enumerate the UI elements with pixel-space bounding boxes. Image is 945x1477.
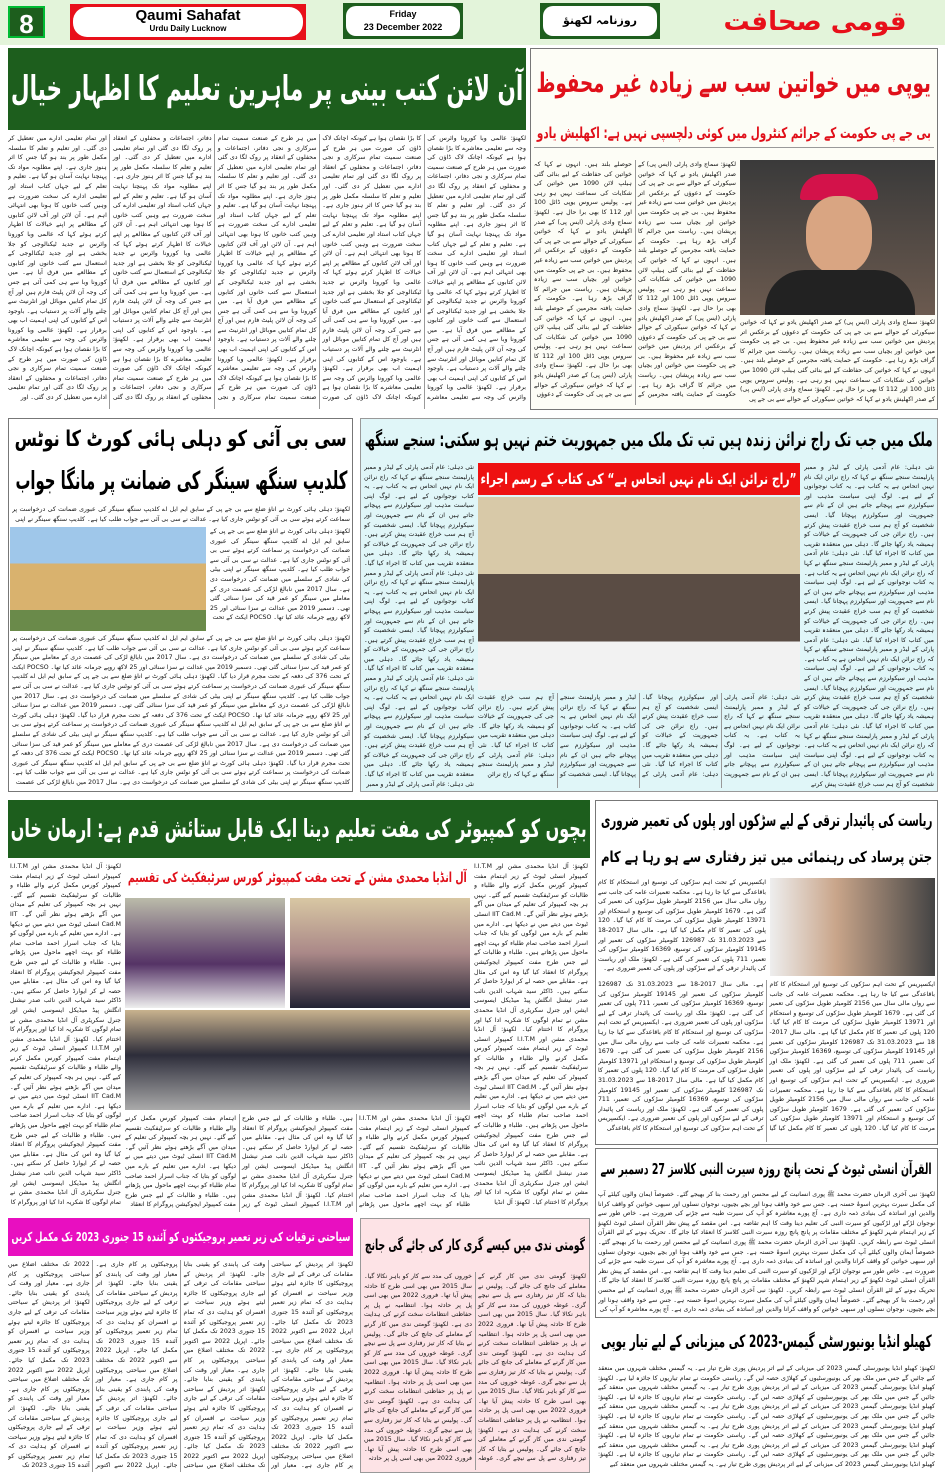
roznama-label: روزنامہ لکھنؤ (543, 6, 657, 36)
akhilesh-photo (740, 160, 935, 315)
subhead-akhilesh: بی جے پی حکومت کے جرائم کنٹرول میں کوئی دلچسپی نہیں ہے: اکھلیش یادو (537, 123, 931, 142)
headline-cbi-1: سی بی آئی کو دہلی ہائی کورٹ کا نوٹس (14, 427, 348, 452)
brand-subtitle: Urdu Daily Lucknow (149, 24, 227, 33)
event-photo-3 (125, 1010, 470, 1110)
book-launch-photo (478, 497, 800, 690)
article-body-computer-left: لکھنؤ: آل انڈیا محمدی مشن اور I.I.T.M کمپیوٹر انسٹی ٹیوٹ کے زیر اہتمام مفت کمپیوٹر کورس مکمل کرنے والے طلباء و طالبات کو سرٹیفکیٹ تقسیم کیے گئے۔ نہیں ہر بچہ کمپیوٹر کی تعلیم کے میدان میں آگے بڑھتے ہوئے نظر آئیں گے۔ IIT Cad.M انسٹی ٹیوٹ میں دیتے میں نے دیکھا ہے۔ ادارے میں تعلیم کے بارے میں لوگوں کو بتایا کہ جناب اسرار احمد صاحب تمام طلباء کو بہت اچھے ماحول میں پڑھاتے ہیں۔ طلباء و طالبات کے لیے جس طرح مفت کمپیوٹر ایجوکیشن پروگرام کا انعقاد کیا گیا وہ اس کی مثال ہے۔ مقابلے میں حصہ لے کر ایوارڈ حاصل کر سکتے ہیں۔ ڈاکٹر سید شہاب الدین نائب صدر نیشنل انگلش پیڈ میڈیکل ایسوسی ایشن اور جنرل سکریٹری آل انڈیا محمدی مشن نے تمام لوگوں کا شکریہ ادا کیا اور پروگرام کا اختتام کیا۔ لکھنؤ: آل انڈیا محمدی مشن اور I.I.T.M کمپیوٹر انسٹی ٹیوٹ کے زیر اہتمام مفت کمپیوٹر کورس مکمل کرنے والے طلباء و طالبات کو سرٹیفکیٹ تقسیم کیے گئے۔ نہیں ہر بچہ کمپیوٹر کی تعلیم کے میدان میں آگے بڑھتے ہوئے نظر آئیں گے۔ IIT Cad.M انسٹی ٹیوٹ میں دیتے میں نے دیکھا ہے۔ ادارے میں تعلیم کے بارے میں لوگوں کو بتایا کہ جناب اسرار احمد صاحب تمام طلباء کو بہت اچھے ماحول میں پڑھاتے ہیں۔ طلباء و طالبات کے لیے جس طرح مفت کمپیوٹر ایجوکیشن پروگرام کا انعقاد کیا گیا وہ اس کی مثال ہے۔ مقابلے میں حصہ لے کر ایوارڈ حاصل کر سکتے ہیں۔ ڈاکٹر سید شہاب الدین نائب صدر نیشنل انگلش پیڈ میڈیکل ایسوسی ایشن اور جنرل سکریٹری آل انڈیا محمدی مشن نے تمام لوگوں کا شکریہ ادا کیا اور پروگرام کا (10, 863, 121, 1206)
day: Friday (389, 9, 417, 19)
article-body-rajnarain-left: نئی دہلی: عام آدمی پارٹی کے لیڈر و ممبر پارلیمنٹ سنجے سنگھ نے کہا کہ راج نرائن ایک نام نہیں اتحاس ہے یہ کتاب ہے۔ یہ کتاب نوجوانوں کے لیے ہے۔ لوگ اپنی سیاست مذہب اور سیکولرزم سے پہچانے جاتے ہیں ان کے نام سے جمہوریت اور سیکولرزم پہچانا گیا۔ ایسی شخصیت کو آج ہم سب خراج عقیدت پیش کرتے ہیں۔ راج نرائن جی کی جمہوریت کے خیالات کو ہمیشہ یاد رکھا جائے گا۔ دہلی میں منعقدہ تقریب میں کتاب کا اجراء کیا گیا۔ نئی دہلی: عام آدمی پارٹی کے لیڈر و ممبر پارلیمنٹ سنجے سنگھ نے کہا کہ راج نرائن ایک نام نہیں اتحاس ہے یہ کتاب ہے۔ یہ کتاب نوجوانوں کے لیے ہے۔ لوگ اپنی سیاست مذہب اور سیکولرزم سے پہچانے جاتے ہیں ان کے نام سے جمہوریت اور سیکولرزم پہچانا گیا۔ ایسی شخصیت کو آج ہم سب خراج عقیدت پیش کرتے ہیں۔ راج نرائن جی کی جمہوریت کے خیالات کو ہمیشہ یاد رکھا جائے گا۔ دہلی میں منعقدہ تقریب میں کتاب کا اجراء کیا گیا۔ نئی دہلی: عام آدمی پارٹی کے لیڈر و ممبر پارلیمنٹ سنجے سنگھ نے کہا کہ راج نرائن ایک نام نہیں اتحاس ہے یہ کتاب ہے۔ یہ کتاب نوجوانوں کے لیے ہے۔ لوگ اپنی سیاست مذہب اور سیکولرزم سے پہچانے جاتے ہیں ان کے نام سے جمہوریت اور سیکولرزم پہچانا گیا۔ ایسی شخصیت کو آج ہم سب خراج عقیدت پیش کرتے ہیں۔ راج نرائن جی کی جمہوریت کے خیالات کو ہمیشہ یاد رکھا جائے گا۔ دہلی میں منعقدہ تقریب میں کتاب کا اجراء کیا گیا۔ نئی دہلی: عام آدمی پارٹی کے لیڈر و ممبر (364, 464, 474, 788)
headline-gomti-box (362, 1222, 588, 1268)
brand-name: Qaumi Sahafat (135, 7, 241, 24)
event-photo-2 (290, 898, 470, 1008)
event-photo-1 (125, 898, 285, 1008)
subhead-computer: آل انڈیا محمدی مشن کے تحت مفت کمپیوٹر کورس سرٹیفکیٹ کی تقسیم (128, 870, 467, 886)
headline-roads-1: ریاست کی پائیدار ترقی کے لیے سڑکوں اور پلوں کی تعمیر ضروری (600, 811, 933, 831)
headline-roads-1-box (598, 802, 935, 840)
headline-online-books-box (8, 48, 526, 130)
banner-book-launch-box (478, 463, 800, 495)
headline-cbi-2-box (12, 460, 350, 502)
article-body-khelo-india: لکھنؤ: کھیلو انڈیا یونیورسٹی گیمس 2023 کی میزبانی کے لیے اتر پردیش پوری طرح تیار ہے۔ یہ گیمس مختلف شہروں میں منعقد کیے جائیں گے جس میں ملک بھر کی یونیورسٹیوں کے کھلاڑی حصہ لیں گے۔ ریاستی حکومت نے تمام تیاریوں کا جائزہ لیا ہے۔ لکھنؤ: کھیلو انڈیا یونیورسٹی گیمس 2023 کی میزبانی کے لیے اتر پردیش پوری طرح تیار ہے۔ یہ گیمس مختلف شہروں میں منعقد کیے جائیں گے جس میں ملک بھر کی یونیورسٹیوں کے کھلاڑی حصہ لیں گے۔ ریاستی حکومت نے تمام تیاریوں کا جائزہ لیا ہے۔ لکھنؤ: کھیلو انڈیا یونیورسٹی گیمس 2023 کی میزبانی کے لیے اتر پردیش پوری طرح تیار ہے۔ یہ گیمس مختلف شہروں میں منعقد کیے جائیں گے جس میں ملک بھر کی یونیورسٹیوں کے کھلاڑی حصہ لیں گے۔ ریاستی حکومت نے تمام تیاریوں کا جائزہ لیا ہے۔ لکھنؤ: کھیلو انڈیا یونیورسٹی گیمس 2023 کی میزبانی کے لیے اتر پردیش پوری طرح تیار ہے۔ یہ گیمس مختلف شہروں میں منعقد کیے جائیں گے جس میں ملک بھر کی یونیورسٹیوں کے کھلاڑی حصہ لیں گے۔ ریاستی حکومت نے تمام تیاریوں کا جائزہ لیا ہے۔ لکھنؤ: کھیلو انڈیا یونیورسٹی گیمس 2023 کی میزبانی کے لیے اتر پردیش پوری طرح تیار ہے۔ یہ گیمس مختلف شہروں میں منعقد کیے جائیں گے جس میں ملک بھر کی یونیورسٹیوں کے کھلاڑی حصہ لیں گے۔ ریاستی حکومت نے تمام تیاریوں کا جائزہ لیا ہے۔ لکھنؤ: کھیلو انڈیا یونیورسٹی گیمس 2023 کی میزبانی کے لیے اتر پردیش پوری طرح تیار ہے۔ یہ گیمس مختلف شہروں میں منعقد کیے (598, 1365, 935, 1468)
headline-roads-2-box (598, 840, 935, 874)
headline-cbi-1-box (12, 420, 350, 460)
headline-cbi-2: کلدیپ سنگھ سینگر کی ضمانت پر مانگا جواب (15, 466, 347, 495)
headline-rajnarain-box (362, 420, 936, 460)
roznama-box (540, 3, 660, 39)
high-court-photo (10, 527, 206, 631)
headline-akhilesh-box (534, 52, 934, 116)
article-body-akhilesh-2: لکھنؤ: سماج وادی پارٹی (ایس پی) کے صدر اکھلیش یادو نے کہا کہ خواتین سیکورٹی کے حوالے سے بی جے پی کی حکومت کے دعوؤں کے برعکس اتر پردیش میں خواتین سب سے زیادہ غیر محفوظ ہیں۔ بی جے پی حکومت میں خواتین اور بچیاں سب سے زیادہ پریشان ہیں۔ ریاست میں جرائم کا گراف بڑھ رہا ہے۔ حکومت کے حمایت یافتہ مجرمین کے حوصلے بلند ہیں۔ انہوں نے کہا کہ خواتین کی حفاظت کے لیے بنائی گئی ہیلپ لائن 1090 میں خواتین کی شکایات کی سماعت نہیں ہو رہی ہے۔ پولیس سروس یوپی ڈائل 100 اور 112 کا بھی برا حال ہے۔ لکھنؤ: سماج وادی پارٹی (ایس پی) کے صدر اکھلیش یادو نے کہا کہ خواتین سیکورٹی کے حوالے سے بی جے پی (740, 319, 935, 403)
article-body-online-books: لکھنؤ: عالمی وبا کورونا وائرس کی وجہ سے تعلیمی معاشرے کا بڑا نقصان ہوا ہے کیونکہ اچانک لاک ڈاؤن کی صورت میں ہر طرح کے صنعت سمیت تمام سرکاری و نجی دفاتر، اجتماعات و محفلوں کے انعقاد پر روک لگا دی گئی اور تمام تعلیمی ادارے میں تعطیل کر دی گئی۔ اور تعلیم و تعلم کا سلسلہ مکمل طور پر بند ہو گیا جس کا اثر ہنوز جاری ہے۔ اپنے مطلوبہ مواد تک پہنچنا نہایت آسان ہو گیا ہے۔ تعلیم و تعلم کے لیے جہاں کتاب استاد اور تعلیمی ادارے کی سخت ضرورت ہے وہیں کتب خانوں کا ہونا بھی انتہائی اہم ہے۔ آن لائن اور آف لائن کتابوں کے مطالعے پر اپنے خیالات کا اظہار کرتے ہوئے کہا کہ عالمی وبا کورونا وائرس نے جدید ٹیکنالوجی کو جلا بخشی ہے اور جدید ٹیکنالوجی کے استعمال سے کتب خانوں اور کتابوں کے مطالعے میں فرق آیا ہے۔ میں کورونا وبا سے ہی کمی آئی ہے جس کی وجہ آن لائن پلیٹ فارم ہیں اور آج کل تمام کتابیں موبائل اور انٹرنیٹ سے چلنے والے آلات پر دستیاب ہے۔ باوجود اس کے کتابوں کی اپنی اہمیت اب بھی برقرار ہے۔ لکھنؤ: عالمی وبا کورونا وائرس کی وجہ سے تعلیمی معاشرے کا بڑا نقصان ہوا ہے کیونکہ اچانک لاک ڈاؤن کی صورت میں ہر طرح کے صنعت سمیت تمام سرکاری و نجی دفاتر، اجتماعات و محفلوں کے انعقاد پر روک لگا دی گئی اور تمام تعلیمی ادارے میں تعطیل کر دی گئی۔ اور تعلیم و تعلم کا سلسلہ مکمل طور پر بند ہو گیا جس کا اثر ہنوز جاری ہے۔ اپنے مطلوبہ مواد تک پہنچنا نہایت آسان ہو گیا ہے۔ تعلیم و تعلم کے لیے جہاں کتاب استاد اور تعلیمی ادارے کی سخت ضرورت ہے وہیں کتب خانوں کا ہونا بھی انتہائی اہم ہے۔ آن لائن اور آف لائن کتابوں کے مطالعے پر اپنے خیالات کا اظہار کرتے ہوئے کہا کہ عالمی وبا کورونا وائرس نے جدید ٹیکنالوجی کو جلا بخشی ہے اور جدید ٹیکنالوجی کے استعمال سے کتب خانوں اور کتابوں کے مطالعے میں فرق آیا ہے۔ میں کورونا وبا سے ہی کمی آئی ہے جس کی وجہ آن لائن پلیٹ فارم ہیں اور آج کل تمام کتابیں موبائل اور انٹرنیٹ سے چلنے والے آلات پر دستیاب ہے۔ باوجود اس کے کتابوں کی اپنی اہمیت اب بھی برقرار ہے۔ لکھنؤ: عالمی وبا کورونا وائرس کی وجہ سے تعلیمی معاشرے کا بڑا نقصان ہوا ہے کیونکہ اچانک لاک ڈاؤن کی صورت میں ہر طرح کے صنعت سمیت تمام سرکاری و نجی دفاتر، اجتماعات و محفلوں کے انعقاد پر روک لگا دی گئی اور تمام تعلیمی ادارے میں تعطیل کر دی گئی۔ اور تعلیم و تعلم کا سلسلہ مکمل طور پر بند ہو گیا جس کا اثر ہنوز جاری ہے۔ اپنے مطلوبہ مواد تک پہنچنا نہایت آسان ہو گیا ہے۔ تعلیم و تعلم کے لیے جہاں کتاب استاد اور تعلیمی ادارے کی سخت ضرورت ہے وہیں کتب خانوں کا ہونا بھی انتہائی اہم ہے۔ آن لائن اور آف لائن کتابوں کے مطالعے پر اپنے خیالات کا اظہار کرتے ہوئے کہا کہ عالمی وبا کورونا وائرس نے جدید ٹیکنالوجی کو جلا بخشی ہے اور جدید ٹیکنالوجی کے استعمال سے کتب خانوں اور کتابوں کے مطالعے میں فرق آیا ہے۔ میں کورونا وبا سے ہی کمی آئی ہے جس کی وجہ آن لائن پلیٹ فارم ہیں اور آج کل تمام کتابیں موبائل اور انٹرنیٹ سے چلنے والے آلات پر دستیاب ہے۔ باوجود اس کے کتابوں کی اپنی اہمیت اب بھی برقرار ہے۔ لکھنؤ: عالمی وبا کورونا وائرس کی وجہ سے تعلیمی معاشرے کا بڑا نقصان ہوا ہے کیونکہ اچانک لاک ڈاؤن کی صورت میں ہر طرح کے صنعت سمیت تمام سرکاری و نجی دفاتر، اجتماعات و محفلوں کے انعقاد پر روک لگا دی گئی اور تمام تعلیمی ادارے میں تعطیل کر دی گئی۔ اور تعلیم و تعلم کا سلسلہ مکمل طور پر بند ہو گیا جس کا اثر ہنوز جاری ہے۔ اپنے مطلوبہ مواد تک پہنچنا نہایت آسان ہو گیا ہے۔ تعلیم و تعلم کے لیے جہاں کتاب استاد اور تعلیمی ادارے کی سخت ضرورت ہے وہیں کتب خانوں کا ہونا بھی انتہائی اہم ہے۔ آن لائن اور آف لائن کتابوں کے مطالعے پر اپنے خیالات کا اظہار کرتے ہوئے کہا کہ عالمی وبا کورونا وائرس نے جدید ٹیکنالوجی کو جلا بخشی ہے اور جدید ٹیکنالوجی کے استعمال سے کتب خانوں اور کتابوں کے مطالعے میں فرق آیا ہے۔ میں کورونا وبا سے ہی کمی آئی ہے جس کی وجہ آن لائن پلیٹ فارم ہیں اور آج کل تمام کتابیں موبائل اور انٹرنیٹ سے چلنے والے آلات پر دستیاب ہے۔ باوجود اس کے کتابوں کی اپنی اہمیت اب بھی برقرار ہے۔ لکھنؤ: عالمی وبا کورونا وائرس کی وجہ سے تعلیمی معاشرے کا بڑا نقصان ہوا ہے کیونکہ اچانک لاک ڈاؤن کی صورت میں ہر طرح کے صنعت سمیت تمام سرکاری و نجی دفاتر، اجتماعات و محفلوں کے انعقاد پر روک لگا دی گئی اور تمام تعلیمی ادارے میں تعطیل کر دی گئی۔ اور تعلیم و تعلم کا سلسلہ مکمل طور پر بند ہو گیا جس کا اثر ہنوز جاری ہے۔ اپنے مطلوبہ مواد تک پہنچنا نہایت آسان ہو گیا ہے۔ تعلیم و تعلم کے لیے جہاں کتاب استاد اور تعلیمی ادارے کی سخت ضرورت ہے وہیں کتب خانوں کا ہونا بھی انتہائی اہم ہے۔ آن لائن اور آف لائن کتابوں کے مطالعے پر اپنے خیالات کا اظہار کرتے ہوئے کہا کہ عالمی وبا کورونا وائرس نے جدید ٹیکنالوجی کو جلا بخشی ہے اور جدید ٹیکنالوجی کے استعمال سے کتب خانوں اور کتابوں کے مطالعے میں فرق آیا ہے۔ میں کورونا وبا سے ہی کمی آئی ہے جس کی وجہ آن لائن پلیٹ فارم ہیں اور آج کل تمام کتابیں موبائل اور انٹرنیٹ سے چلنے والے آلات پر دستیاب ہے۔ باوجود اس کے کتابوں کی اپنی اہمیت اب بھی برقرار ہے۔ لکھنؤ: عالمی وبا کورونا وائرس کی وجہ سے تعلیمی معاشرے کا بڑا نقصان ہوا ہے کیونکہ اچانک لاک ڈاؤن کی صورت میں ہر طرح کے صنعت سمیت تمام سرکاری و نجی دفاتر، اجتماعات و محفلوں کے انعقاد پر روک لگا دی گئی اور تمام تعلیمی ادارے میں تعطیل کر دی گئی۔ اور (8, 135, 526, 402)
headline-khelo-india-box (598, 1322, 935, 1362)
masthead-urdu: قومی صحافت (723, 7, 907, 37)
headline-seerat: القرآن انسٹی ٹیوٹ کے تحت پانچ روزہ سیرت النبی کلاسز 27 دسمبر سے (600, 1160, 933, 1178)
article-body-gomti: لکھنؤ: گومتی ندی میں کار گرنے کے معاملے کی جانچ کی جائے گی۔ پولیس نے بتایا کہ کار تیز رفتاری سے پل سے نیچے گری۔ غوطہ خوروں کی مدد سے کار کو باہر نکالا گیا۔ سال 2015 میں بھی اسی طرح کا حادثہ پیش آیا تھا۔ فروری 2022 میں بھی اسی پل پر حادثہ ہوا۔ انتظامیہ نے پل پر حفاظتی انتظامات سخت کرنے کی ہدایت دی ہے۔ لکھنؤ: گومتی ندی میں کار گرنے کے معاملے کی جانچ کی جائے گی۔ پولیس نے بتایا کہ کار تیز رفتاری سے پل سے نیچے گری۔ غوطہ خوروں کی مدد سے کار کو باہر نکالا گیا۔ سال 2015 میں بھی اسی طرح کا حادثہ پیش آیا تھا۔ فروری 2022 میں بھی اسی پل پر حادثہ ہوا۔ انتظامیہ نے پل پر حفاظتی انتظامات سخت کرنے کی ہدایت دی ہے۔ لکھنؤ: گومتی ندی میں کار گرنے کے معاملے کی جانچ کی جائے گی۔ پولیس نے بتایا کہ کار تیز رفتاری سے پل سے نیچے گری۔ غوطہ خوروں کی مدد سے کار کو باہر نکالا گیا۔ سال 2015 میں بھی اسی طرح کا حادثہ پیش آیا تھا۔ فروری 2022 میں بھی اسی پل پر حادثہ ہوا۔ انتظامیہ نے پل پر حفاظتی انتظامات سخت کرنے کی ہدایت دی ہے۔ لکھنؤ: گومتی ندی میں کار گرنے کے معاملے کی جانچ کی جائے گی۔ پولیس نے بتایا کہ کار تیز رفتاری سے پل سے نیچے گری۔ غوطہ خوروں کی مدد سے کار کو باہر نکالا گیا۔ سال 2015 میں بھی اسی طرح کا حادثہ پیش آیا تھا۔ فروری 2022 میں بھی اسی پل پر حادثہ ہوا۔ انتظامیہ نے پل پر حفاظتی انتظامات سخت کرنے کی ہدایت دی ہے۔ لکھنؤ: گومتی ندی میں کار گرنے کے معاملے کی جانچ کی جائے گی۔ پولیس نے بتایا کہ کار تیز رفتاری سے پل سے نیچے گری۔ غوطہ خوروں کی مدد سے کار کو باہر نکالا گیا۔ سال 2015 میں بھی اسی طرح کا حادثہ پیش آیا تھا۔ فروری 2022 میں بھی اسی پل پر حادثہ (364, 1273, 586, 1463)
article-body-seerat: لکھنؤ: نبی آخری الزماں حضرت محمد ﷺ پوری انسانیت کے لیے محسن اور رحمت بنا کر بھیجے گئے۔ خصوصاً ایمان والوں کیلئے آپ کی مکمل سیرت بہترین اسوۂ حسنہ ہے۔ جس سے خود واقف ہونا اور بچے بچیوں، نوجوان نسلوں اور سبھی خواتین کو واقف کرانا والدین اور اساتذہ کی بنیادی ذمہ داری ہے۔ آج پورے معاشرہ کو آپ کی سیرت طیبہ سے جڑنے کی ضرورت ہے۔ خاص طور سے نوجوان لڑکے اور لڑکیوں کو سیرت النبی کی تعلیم دینا وقت کا اہم تقاضہ ہے۔ اس مقصد کے پیش نظر القرآن انسٹی ٹیوٹ لکھنؤ کے زیر اہتمام شہر لکھنؤ کے مختلف مقامات پر پانچ پانچ روزہ سیرت النبی کلاسز کا انعقاد کیا جائے گا۔ تحریک ہونے کے لئے القرآن انسٹی ٹیوٹ سے رابطہ کریں۔ لکھنؤ: نبی آخری الزماں حضرت محمد ﷺ پوری انسانیت کے لیے محسن اور رحمت بنا کر بھیجے گئے۔ خصوصاً ایمان والوں کیلئے آپ کی مکمل سیرت بہترین اسوۂ حسنہ ہے۔ جس سے خود واقف ہونا اور بچے بچیوں، نوجوان نسلوں اور سبھی خواتین کو واقف کرانا والدین اور اساتذہ کی بنیادی ذمہ داری ہے۔ آج پورے معاشرہ کو آپ کی سیرت طیبہ سے جڑنے کی ضرورت ہے۔ خاص طور سے نوجوان لڑکے اور لڑکیوں کو سیرت النبی کی تعلیم دینا وقت کا اہم تقاضہ ہے۔ اس مقصد کے پیش نظر القرآن انسٹی ٹیوٹ لکھنؤ کے زیر اہتمام شہر لکھنؤ کے مختلف مقامات پر پانچ پانچ روزہ سیرت النبی کلاسز کا انعقاد کیا جائے گا۔ تحریک ہونے کے لئے القرآن انسٹی ٹیوٹ سے رابطہ کریں۔ لکھنؤ: نبی آخری الزماں حضرت محمد ﷺ پوری انسانیت کے لیے محسن اور رحمت بنا کر بھیجے گئے۔ خصوصاً ایمان والوں کیلئے آپ کی مکمل سیرت بہترین اسوۂ حسنہ ہے۔ جس سے خود واقف ہونا اور بچے بچیوں، نوجوان نسلوں اور سبھی خواتین کو واقف کرانا والدین اور اساتذہ کی بنیادی ذمہ داری ہے۔ آج پورے معاشرہ کو آپ کی (598, 1191, 935, 1314)
headline-computer-box (8, 800, 590, 858)
date-box (343, 3, 463, 39)
date: 23 December 2022 (363, 22, 443, 32)
article-body-computer-right: لکھنؤ: آل انڈیا محمدی مشن اور I.I.T.M کمپیوٹر انسٹی ٹیوٹ کے زیر اہتمام مفت کمپیوٹر کورس مکمل کرنے والے طلباء و طالبات کو سرٹیفکیٹ تقسیم کیے گئے۔ نہیں ہر بچہ کمپیوٹر کی تعلیم کے میدان میں آگے بڑھتے ہوئے نظر آئیں گے۔ IIT Cad.M انسٹی ٹیوٹ میں دیتے میں نے دیکھا ہے۔ ادارے میں تعلیم کے بارے میں لوگوں کو بتایا کہ جناب اسرار احمد صاحب تمام طلباء کو بہت اچھے ماحول میں پڑھاتے ہیں۔ طلباء و طالبات کے لیے جس طرح مفت کمپیوٹر ایجوکیشن پروگرام کا انعقاد کیا گیا وہ اس کی مثال ہے۔ مقابلے میں حصہ لے کر ایوارڈ حاصل کر سکتے ہیں۔ ڈاکٹر سید شہاب الدین نائب صدر نیشنل انگلش پیڈ میڈیکل ایسوسی ایشن اور جنرل سکریٹری آل انڈیا محمدی مشن نے تمام لوگوں کا شکریہ ادا کیا اور پروگرام کا اختتام کیا۔ لکھنؤ: آل انڈیا محمدی مشن اور I.I.T.M کمپیوٹر انسٹی ٹیوٹ کے زیر اہتمام مفت کمپیوٹر کورس مکمل کرنے والے طلباء و طالبات کو سرٹیفکیٹ تقسیم کیے گئے۔ نہیں ہر بچہ کمپیوٹر کی تعلیم کے میدان میں آگے بڑھتے ہوئے نظر آئیں گے۔ IIT Cad.M انسٹی ٹیوٹ میں دیتے میں نے دیکھا ہے۔ ادارے میں تعلیم کے بارے میں لوگوں کو بتایا کہ جناب اسرار احمد صاحب تمام طلباء کو بہت اچھے ماحول میں پڑھاتے ہیں۔ طلباء و طالبات کے لیے جس طرح مفت کمپیوٹر ایجوکیشن پروگرام کا انعقاد کیا گیا وہ اس کی مثال ہے۔ مقابلے میں حصہ لے کر ایوارڈ حاصل کر سکتے ہیں۔ ڈاکٹر سید شہاب الدین نائب صدر نیشنل انگلش پیڈ میڈیکل ایسوسی ایشن اور جنرل سکریٹری آل انڈیا محمدی مشن نے تمام لوگوں کا شکریہ ادا کیا اور پروگرام کا اختتام کیا۔ لکھنؤ: آل انڈیا (474, 863, 588, 1206)
headline-online-books: آن لائن کتب بینی پر ماہرین تعلیم کا اظہار خیال (10, 69, 524, 109)
article-body-computer: لکھنؤ: آل انڈیا محمدی مشن اور I.I.T.M کمپیوٹر انسٹی ٹیوٹ کے زیر اہتمام مفت کمپیوٹر کورس مکمل کرنے والے طلباء و طالبات کو سرٹیفکیٹ تقسیم کیے گئے۔ نہیں ہر بچہ کمپیوٹر کی تعلیم کے میدان میں آگے بڑھتے ہوئے نظر آئیں گے۔ IIT Cad.M انسٹی ٹیوٹ میں دیتے میں نے دیکھا ہے۔ ادارے میں تعلیم کے بارے میں لوگوں کو بتایا کہ جناب اسرار احمد صاحب تمام طلباء کو بہت اچھے ماحول میں پڑھاتے ہیں۔ طلباء و طالبات کے لیے جس طرح مفت کمپیوٹر ایجوکیشن پروگرام کا انعقاد کیا گیا وہ اس کی مثال ہے۔ مقابلے میں حصہ لے کر ایوارڈ حاصل کر سکتے ہیں۔ ڈاکٹر سید شہاب الدین نائب صدر نیشنل انگلش پیڈ میڈیکل ایسوسی ایشن اور جنرل سکریٹری آل انڈیا محمدی مشن نے تمام لوگوں کا شکریہ ادا کیا اور پروگرام کا اختتام کیا۔ لکھنؤ: آل انڈیا محمدی مشن اور I.I.T.M کمپیوٹر انسٹی ٹیوٹ کے زیر اہتمام مفت کمپیوٹر کورس مکمل کرنے والے طلباء و طالبات کو سرٹیفکیٹ تقسیم کیے گئے۔ نہیں ہر بچہ کمپیوٹر کی تعلیم کے میدان میں آگے بڑھتے ہوئے نظر آئیں گے۔ IIT Cad.M انسٹی ٹیوٹ میں دیتے میں نے دیکھا ہے۔ ادارے میں تعلیم کے بارے میں لوگوں کو بتایا کہ جناب اسرار احمد صاحب تمام طلباء کو بہت اچھے ماحول میں پڑھاتے ہیں۔ طلباء و طالبات کے لیے جس طرح مفت کمپیوٹر ایجوکیشن پروگرام کا انعقاد (125, 1115, 470, 1209)
headline-roads-2: جتن پرساد کی رہنمائی میں تیز رفتاری سے ہو رہا ہے کام (600, 848, 933, 866)
headline-seerat-box (598, 1150, 935, 1188)
headline-khelo-india: کھیلو انڈیا یونیورسٹی گیمس-2023 کی میزبانی کے لیے تیار یوپی (601, 1332, 932, 1352)
article-body-roads-2: ایکسپریس کے تحت اہم سڑکوں کی توسیع اور استحکام کا کام باقاعدگی سے کیا جا رہا ہے۔ محکمہ تعمیرات عامہ کی جانب سے رواں مالی سال میں 2156 کلومیٹر طویل سڑکوں کی تعمیر کی گئی ہے۔ 1679 کلومیٹر طویل سڑکوں کی توسیع و استحکام اور 13971 کلومیٹر طویل سڑکوں کی مرمت کا کام کیا گیا۔ 120 پلوں کی تعمیر کا کام مکمل کیا گیا ہے۔ مالی سال 2017-18 سے 31.03.2023 تک 126987 کلومیٹر سڑکوں کی تعمیر اور 19145 کلومیٹر سڑکوں کی توسیع، 16369 کلومیٹر سڑکوں کی تعمیر، 711 پلوں کی تعمیر کی گئی ہے۔ لکھنؤ: ملک اور ریاست کی پائیدار ترقی کے لیے سڑکوں اور پلوں کی تعمیر ضروری ہے۔ ایکسپریس کے تحت اہم سڑکوں کی توسیع اور استحکام کا کام باقاعدگی سے کیا جا رہا ہے۔ محکمہ تعمیرات عامہ کی جانب سے رواں مالی سال میں 2156 کلومیٹر طویل سڑکوں کی تعمیر کی گئی ہے۔ 1679 کلومیٹر طویل سڑکوں کی توسیع و استحکام اور 13971 کلومیٹر طویل سڑکوں کی مرمت کا کام کیا گیا۔ 120 پلوں کی تعمیر کا کام مکمل کیا گیا ہے۔ مالی سال 2017-18 سے 31.03.2023 تک 126987 کلومیٹر سڑکوں کی تعمیر اور 19145 کلومیٹر سڑکوں کی توسیع، 16369 کلومیٹر سڑکوں کی تعمیر، 711 پلوں کی تعمیر کی گئی ہے۔ لکھنؤ: ملک اور ریاست کی پائیدار ترقی کے لیے سڑکوں اور پلوں کی تعمیر ضروری ہے۔ ایکسپریس کے تحت اہم سڑکوں کی توسیع اور استحکام کا کام باقاعدگی سے کیا جا رہا ہے۔ محکمہ تعمیرات عامہ کی جانب سے رواں مالی سال میں 2156 کلومیٹر طویل سڑکوں کی تعمیر کی گئی ہے۔ 1679 کلومیٹر طویل سڑکوں کی توسیع و استحکام اور 13971 کلومیٹر طویل سڑکوں کی مرمت کا کام کیا گیا۔ 120 پلوں کی تعمیر کا کام مکمل کیا گیا ہے۔ مالی سال 2017-18 سے 31.03.2023 تک 126987 کلومیٹر سڑکوں کی تعمیر اور 19145 کلومیٹر سڑکوں کی توسیع، 16369 کلومیٹر سڑکوں کی تعمیر، 711 پلوں کی تعمیر کی گئی ہے۔ لکھنؤ: ملک اور ریاست کی پائیدار ترقی کے لیے سڑکوں اور پلوں کی تعمیر ضروری ہے۔ ایکسپریس کے تحت اہم سڑکوں کی توسیع اور استحکام کا کام باقاعدگی (598, 981, 935, 1132)
subhead-computer-box (125, 860, 470, 896)
headline-tourism-box (8, 1218, 353, 1256)
brand-box (70, 4, 306, 40)
subhead-akhilesh-box (534, 118, 934, 148)
headline-gomti: گومتی ندی میں کیسے گری کار کی جائے گی جانچ (364, 1236, 586, 1254)
banner-book-launch: ”راج نرائن ایک نام نہیں اتحاس ہے“ کی کتاب کے رسم اجراء (480, 470, 798, 488)
page-number: 8 (8, 6, 45, 38)
article-body-tourism: لکھنؤ: اتر پردیش کے سیاحتی مقامات کی ترقی کے لیے جاری پروجیکٹوں کا جائزہ لیتے ہوئے وزیر سیاحت نے افسران کو ہدایت دی کہ تمام زیر تعمیر پروجیکٹوں کو آئندہ 15 جنوری 2023 تک مکمل کیا جائے۔ اپریل 2022 سے اکتوبر 2022 تک مختلف اضلاع میں سیاحتی پروجیکٹوں پر کام جاری ہے۔ معیار اور وقت کی پابندی کو یقینی بنایا جائے۔ لکھنؤ: اتر پردیش کے سیاحتی مقامات کی ترقی کے لیے جاری پروجیکٹوں کا جائزہ لیتے ہوئے وزیر سیاحت نے افسران کو ہدایت دی کہ تمام زیر تعمیر پروجیکٹوں کو آئندہ 15 جنوری 2023 تک مکمل کیا جائے۔ اپریل 2022 سے اکتوبر 2022 تک مختلف اضلاع میں سیاحتی پروجیکٹوں پر کام جاری ہے۔ معیار اور وقت کی پابندی کو یقینی بنایا جائے۔ لکھنؤ: اتر پردیش کے سیاحتی مقامات کی ترقی کے لیے جاری پروجیکٹوں کا جائزہ لیتے ہوئے وزیر سیاحت نے افسران کو ہدایت دی کہ تمام زیر تعمیر پروجیکٹوں کو آئندہ 15 جنوری 2023 تک مکمل کیا جائے۔ اپریل 2022 سے اکتوبر 2022 تک مختلف اضلاع میں سیاحتی پروجیکٹوں پر کام جاری ہے۔ معیار اور وقت کی پابندی کو یقینی بنایا جائے۔ لکھنؤ: اتر پردیش کے سیاحتی مقامات کی ترقی کے لیے جاری پروجیکٹوں کا جائزہ لیتے ہوئے وزیر سیاحت نے افسران کو ہدایت دی کہ تمام زیر تعمیر پروجیکٹوں کو آئندہ 15 جنوری 2023 تک مکمل کیا جائے۔ اپریل 2022 سے اکتوبر 2022 تک مختلف اضلاع میں سیاحتی پروجیکٹوں پر کام جاری ہے۔ معیار اور وقت کی پابندی کو یقینی بنایا جائے۔ لکھنؤ: اتر پردیش کے سیاحتی مقامات کی ترقی کے لیے جاری پروجیکٹوں کا جائزہ لیتے ہوئے وزیر سیاحت نے افسران کو ہدایت دی کہ تمام زیر تعمیر پروجیکٹوں کو آئندہ 15 جنوری 2023 تک مکمل کیا جائے۔ اپریل 2022 سے اکتوبر 2022 تک مختلف اضلاع میں سیاحتی پروجیکٹوں پر کام جاری ہے۔ معیار اور وقت کی پابندی کو یقینی بنایا جائے۔ لکھنؤ: اتر پردیش کے سیاحتی مقامات کی ترقی کے لیے جاری پروجیکٹوں کا جائزہ لیتے ہوئے وزیر سیاحت نے افسران کو ہدایت دی کہ تمام زیر تعمیر پروجیکٹوں کو آئندہ 15 جنوری 2023 تک مکمل کیا جائے۔ اپریل 2022 سے اکتوبر 2022 تک مختلف اضلاع میں سیاحتی پروجیکٹوں پر کام جاری ہے۔ معیار اور وقت کی پابندی کو یقینی بنایا جائے۔ لکھنؤ: اتر پردیش کے سیاحتی مقامات کی ترقی کے لیے جاری پروجیکٹوں کا جائزہ لیتے ہوئے وزیر سیاحت نے افسران کو ہدایت دی کہ تمام زیر تعمیر پروجیکٹوں کو آئندہ 15 جنوری 2023 تک مکمل کیا جائے۔ اپریل 2022 سے اکتوبر 2022 تک مختلف اضلاع میں سیاحتی پروجیکٹوں پر کام جاری ہے۔ معیار اور وقت کی پابندی کو یقینی بنایا جائے۔ لکھنؤ: اتر پردیش کے سیاحتی مقامات کی ترقی کے لیے جاری پروجیکٹوں کا جائزہ لیتے ہوئے وزیر سیاحت نے افسران کو ہدایت دی کہ تمام زیر تعمیر پروجیکٹوں کو آئندہ 15 جنوری 2023 تک (8, 1261, 353, 1470)
article-body-cbi: لکھنؤ: دہلی ہائی کورٹ نے اناؤ ضلع سے بی جے پی کے سابق ایم ایل اے کلدیپ سنگھ سینگر کی عبوری ضمانت کی درخواست پر سماعت کرتے ہوئے سی بی آئی کو نوٹس جاری کیا ہے۔ عدالت نے سی بی آئی سے جواب طلب کیا ہے۔ کلدیپ سنگھ سینگر نے اپنی بیٹی کی شادی کے سلسلے میں ضمانت کی درخواست دی ہے۔ سال 2017 میں نابالغ لڑکی کی عصمت دری کے معاملے میں سینگر کو عمر قید کی سزا سنائی گئی تھی۔ دسمبر 2019 میں عدالت نے سزا سنائی اور 25 لاکھ روپے جرمانہ عائد کیا تھا۔ POCSO ایکٹ کے تحت (210, 528, 350, 622)
headline-akhilesh: یوپی میں خواتین سب سے زیادہ غیر محفوظ (536, 68, 932, 99)
headline-computer: بچوں کو کمپیوٹر کی مفت تعلیم دینا ایک قابل ستائش قدم ہے: ارمان خاں (10, 814, 588, 843)
headline-tourism: سیاحتی ترقیات کی زیر تعمیر پروجیکٹوں کو آئندہ 15 جنوری 2023 تک مکمل کریں (11, 1229, 350, 1244)
jitin-prasad-photo (770, 878, 935, 976)
article-body-rajnarain: نئی دہلی: عام آدمی پارٹی کے لیڈر و ممبر پارلیمنٹ سنجے سنگھ نے کہا کہ راج نرائن ایک نام نہیں اتحاس ہے یہ کتاب ہے۔ یہ کتاب نوجوانوں کے لیے ہے۔ لوگ اپنی سیاست مذہب اور سیکولرزم سے پہچانے جاتے ہیں ان کے نام سے جمہوریت اور سیکولرزم پہچانا گیا۔ ایسی شخصیت کو آج ہم سب خراج عقیدت پیش کرتے ہیں۔ راج نرائن جی کی جمہوریت کے خیالات کو ہمیشہ یاد رکھا جائے گا۔ دہلی میں منعقدہ تقریب میں کتاب کا اجراء کیا گیا۔ نئی دہلی: عام آدمی پارٹی کے لیڈر و ممبر پارلیمنٹ سنجے سنگھ نے کہا کہ راج نرائن ایک نام نہیں اتحاس ہے یہ کتاب ہے۔ یہ کتاب نوجوانوں کے لیے ہے۔ لوگ اپنی سیاست مذہب اور سیکولرزم سے پہچانے جاتے ہیں ان کے نام سے جمہوریت اور سیکولرزم پہچانا گیا۔ ایسی شخصیت کو آج ہم سب خراج عقیدت پیش کرتے ہیں۔ راج نرائن جی کی جمہوریت کے خیالات کو ہمیشہ یاد رکھا جائے گا۔ دہلی میں منعقدہ تقریب میں کتاب کا اجراء کیا گیا۔ نئی دہلی: عام آدمی پارٹی کے لیڈر و ممبر پارلیمنٹ سنجے سنگھ نے کہا کہ راج نرائن (478, 694, 800, 778)
article-body-cbi-2: لکھنؤ: دہلی ہائی کورٹ نے اناؤ ضلع سے بی جے پی کے سابق ایم ایل اے کلدیپ سنگھ سینگر کی عبوری ضمانت کی درخواست پر سماعت کرتے ہوئے سی بی آئی کو نوٹس جاری کیا ہے۔ عدالت نے سی بی آئی سے جواب طلب کیا ہے۔ کلدیپ سنگھ سینگر نے اپنی بیٹی کی شادی کے سلسلے میں ضمانت کی درخواست دی ہے۔ سال 2017 میں نابالغ لڑکی کی عصمت دری کے معاملے میں سینگر کو عمر قید کی سزا سنائی گئی تھی۔ دسمبر 2019 میں عدالت نے سزا سنائی اور 25 لاکھ روپے جرمانہ عائد کیا تھا۔ POCSO ایکٹ کے تحت 376 کی دفعہ کے تحت مجرم قرار دیا گیا۔ لکھنؤ: دہلی ہائی کورٹ نے اناؤ ضلع سے بی جے پی کے سابق ایم ایل اے کلدیپ سنگھ سینگر کی عبوری ضمانت کی درخواست پر سماعت کرتے ہوئے سی بی آئی کو نوٹس جاری کیا ہے۔ عدالت نے سی بی آئی سے جواب طلب کیا ہے۔ کلدیپ سنگھ سینگر نے اپنی بیٹی کی شادی کے سلسلے میں ضمانت کی درخواست دی ہے۔ سال 2017 میں نابالغ لڑکی کی عصمت دری کے معاملے میں سینگر کو عمر قید کی سزا سنائی گئی تھی۔ دسمبر 2019 میں عدالت نے سزا سنائی اور 25 لاکھ روپے جرمانہ عائد کیا تھا۔ POCSO ایکٹ کے تحت 376 کی دفعہ کے تحت مجرم قرار دیا گیا۔ لکھنؤ: دہلی ہائی کورٹ نے اناؤ ضلع سے بی جے پی کے سابق ایم ایل اے کلدیپ سنگھ سینگر کی عبوری ضمانت کی درخواست پر سماعت کرتے ہوئے سی بی آئی کو نوٹس جاری کیا ہے۔ عدالت نے سی بی آئی سے جواب طلب کیا ہے۔ کلدیپ سنگھ سینگر نے اپنی بیٹی کی شادی کے سلسلے میں ضمانت کی درخواست دی ہے۔ سال 2017 میں نابالغ لڑکی کی عصمت دری کے معاملے میں سینگر کو عمر قید کی سزا سنائی گئی تھی۔ دسمبر 2019 میں عدالت نے سزا سنائی اور 25 لاکھ روپے جرمانہ عائد کیا تھا۔ POCSO ایکٹ کے تحت 376 کی دفعہ کے تحت مجرم قرار دیا گیا۔ لکھنؤ: دہلی ہائی کورٹ نے اناؤ ضلع سے بی جے پی کے سابق ایم ایل اے کلدیپ سنگھ سینگر کی عبوری ضمانت کی درخواست پر سماعت کرتے ہوئے سی بی آئی کو نوٹس جاری کیا ہے۔ عدالت نے سی بی آئی سے جواب طلب کیا ہے۔ کلدیپ سنگھ سینگر نے اپنی بیٹی کی شادی کے سلسلے میں ضمانت کی درخواست دی ہے۔ سال 2017 میں نابالغ لڑکی کی عصمت (12, 635, 350, 786)
article-body-akhilesh: لکھنؤ: سماج وادی پارٹی (ایس پی) کے صدر اکھلیش یادو نے کہا کہ خواتین سیکورٹی کے حوالے سے بی جے پی کی حکومت کے دعوؤں کے برعکس اتر پردیش میں خواتین سب سے زیادہ غیر محفوظ ہیں۔ بی جے پی حکومت میں خواتین اور بچیاں سب سے زیادہ پریشان ہیں۔ ریاست میں جرائم کا گراف بڑھ رہا ہے۔ حکومت کے حمایت یافتہ مجرمین کے حوصلے بلند ہیں۔ انہوں نے کہا کہ خواتین کی حفاظت کے لیے بنائی گئی ہیلپ لائن 1090 میں خواتین کی شکایات کی سماعت نہیں ہو رہی ہے۔ پولیس سروس یوپی ڈائل 100 اور 112 کا بھی برا حال ہے۔ لکھنؤ: سماج وادی پارٹی (ایس پی) کے صدر اکھلیش یادو نے کہا کہ خواتین سیکورٹی کے حوالے سے بی جے پی کی حکومت کے دعوؤں کے برعکس اتر پردیش میں خواتین سب سے زیادہ غیر محفوظ ہیں۔ بی جے پی حکومت میں خواتین اور بچیاں سب سے زیادہ پریشان ہیں۔ ریاست میں جرائم کا گراف بڑھ رہا ہے۔ حکومت کے حمایت یافتہ مجرمین کے حوصلے بلند ہیں۔ انہوں نے کہا کہ خواتین کی حفاظت کے لیے بنائی گئی ہیلپ لائن 1090 میں خواتین کی شکایات کی سماعت نہیں ہو رہی ہے۔ پولیس سروس یوپی ڈائل 100 اور 112 کا بھی برا حال ہے۔ لکھنؤ: سماج وادی پارٹی (ایس پی) کے صدر اکھلیش یادو نے کہا کہ خواتین سیکورٹی کے حوالے سے بی جے پی کی حکومت کے دعوؤں کے برعکس اتر پردیش میں خواتین سب سے زیادہ غیر محفوظ ہیں۔ بی جے پی حکومت میں خواتین اور بچیاں سب سے زیادہ پریشان ہیں۔ ریاست میں جرائم کا گراف بڑھ رہا ہے۔ حکومت کے حمایت یافتہ مجرمین کے حوصلے بلند ہیں۔ انہوں نے کہا کہ خواتین کی حفاظت کے لیے بنائی گئی ہیلپ لائن 1090 میں خواتین کی شکایات کی سماعت نہیں ہو رہی ہے۔ پولیس سروس یوپی ڈائل 100 اور 112 کا بھی برا حال ہے۔ لکھنؤ: سماج وادی پارٹی (ایس پی) کے صدر اکھلیش یادو نے کہا کہ خواتین سیکورٹی کے حوالے سے بی جے پی کی حکومت کے دعوؤں (534, 161, 736, 399)
article-body-roads: ایکسپریس کے تحت اہم سڑکوں کی توسیع اور استحکام کا کام باقاعدگی سے کیا جا رہا ہے۔ محکمہ تعمیرات عامہ کی جانب سے رواں مالی سال میں 2156 کلومیٹر طویل سڑکوں کی تعمیر کی گئی ہے۔ 1679 کلومیٹر طویل سڑکوں کی توسیع و استحکام اور 13971 کلومیٹر طویل سڑکوں کی مرمت کا کام کیا گیا۔ 120 پلوں کی تعمیر کا کام مکمل کیا گیا ہے۔ مالی سال 2017-18 سے 31.03.2023 تک 126987 کلومیٹر سڑکوں کی تعمیر اور 19145 کلومیٹر سڑکوں کی توسیع، 16369 کلومیٹر سڑکوں کی تعمیر، 711 پلوں کی تعمیر کی گئی ہے۔ لکھنؤ: ملک اور ریاست کی پائیدار ترقی کے لیے سڑکوں اور پلوں کی تعمیر ضروری ہے۔ (598, 879, 766, 973)
article-body-rajnarain-right: نئی دہلی: عام آدمی پارٹی کے لیڈر و ممبر پارلیمنٹ سنجے سنگھ نے کہا کہ راج نرائن ایک نام نہیں اتحاس ہے یہ کتاب ہے۔ یہ کتاب نوجوانوں کے لیے ہے۔ لوگ اپنی سیاست مذہب اور سیکولرزم سے پہچانے جاتے ہیں ان کے نام سے جمہوریت اور سیکولرزم پہچانا گیا۔ ایسی شخصیت کو آج ہم سب خراج عقیدت پیش کرتے ہیں۔ راج نرائن جی کی جمہوریت کے خیالات کو ہمیشہ یاد رکھا جائے گا۔ دہلی میں منعقدہ تقریب میں کتاب کا اجراء کیا گیا۔ نئی دہلی: عام آدمی پارٹی کے لیڈر و ممبر پارلیمنٹ سنجے سنگھ نے کہا کہ راج نرائن ایک نام نہیں اتحاس ہے یہ کتاب ہے۔ یہ کتاب نوجوانوں کے لیے ہے۔ لوگ اپنی سیاست مذہب اور سیکولرزم سے پہچانے جاتے ہیں ان کے نام سے جمہوریت اور سیکولرزم پہچانا گیا۔ ایسی شخصیت کو آج ہم سب خراج عقیدت پیش کرتے ہیں۔ راج نرائن جی کی جمہوریت کے خیالات کو ہمیشہ یاد رکھا جائے گا۔ دہلی میں منعقدہ تقریب میں کتاب کا اجراء کیا گیا۔ نئی دہلی: عام آدمی پارٹی کے لیڈر و ممبر پارلیمنٹ سنجے سنگھ نے کہا کہ راج نرائن ایک نام نہیں اتحاس ہے یہ کتاب ہے۔ یہ کتاب نوجوانوں کے لیے ہے۔ لوگ اپنی سیاست مذہب اور سیکولرزم سے پہچانے جاتے ہیں ان کے نام سے جمہوریت اور سیکولرزم پہچانا گیا۔ ایسی شخصیت کو آج ہم سب خراج عقیدت پیش کرتے ہیں۔ راج نرائن جی کی جمہوریت کے خیالات کو ہمیشہ یاد رکھا جائے گا۔ دہلی میں منعقدہ تقریب میں کتاب کا اجراء کیا گیا۔ نئی دہلی: عام آدمی پارٹی کے لیڈر و ممبر پارلیمنٹ سنجے سنگھ نے کہا کہ راج نرائن ایک نام نہیں اتحاس ہے یہ کتاب ہے۔ یہ کتاب نوجوانوں کے لیے ہے۔ لوگ اپنی سیاست مذہب اور سیکولرزم سے پہچانے جاتے ہیں ان کے نام سے جمہوریت اور سیکولرزم پہچانا گیا۔ ایسی شخصیت کو آج ہم سب خراج عقیدت پیش کرتے (804, 464, 934, 788)
headline-rajnarain: ملک میں جب تک راج نرائن زندہ ہیں تب تک ملک میں جمہوریت ختم نہیں ہو سکتی: سنجے سنگھ (365, 429, 933, 451)
article-body-cbi-lead: لکھنؤ: دہلی ہائی کورٹ نے اناؤ ضلع سے بی جے پی کے سابق ایم ایل اے کلدیپ سنگھ سینگر کی عبوری ضمانت کی درخواست پر سماعت کرتے ہوئے سی بی آئی کو نوٹس جاری کیا ہے۔ عدالت نے سی بی آئی سے جواب طلب کیا ہے۔ کلدیپ سنگھ سینگر نے اپنی (12, 506, 350, 523)
